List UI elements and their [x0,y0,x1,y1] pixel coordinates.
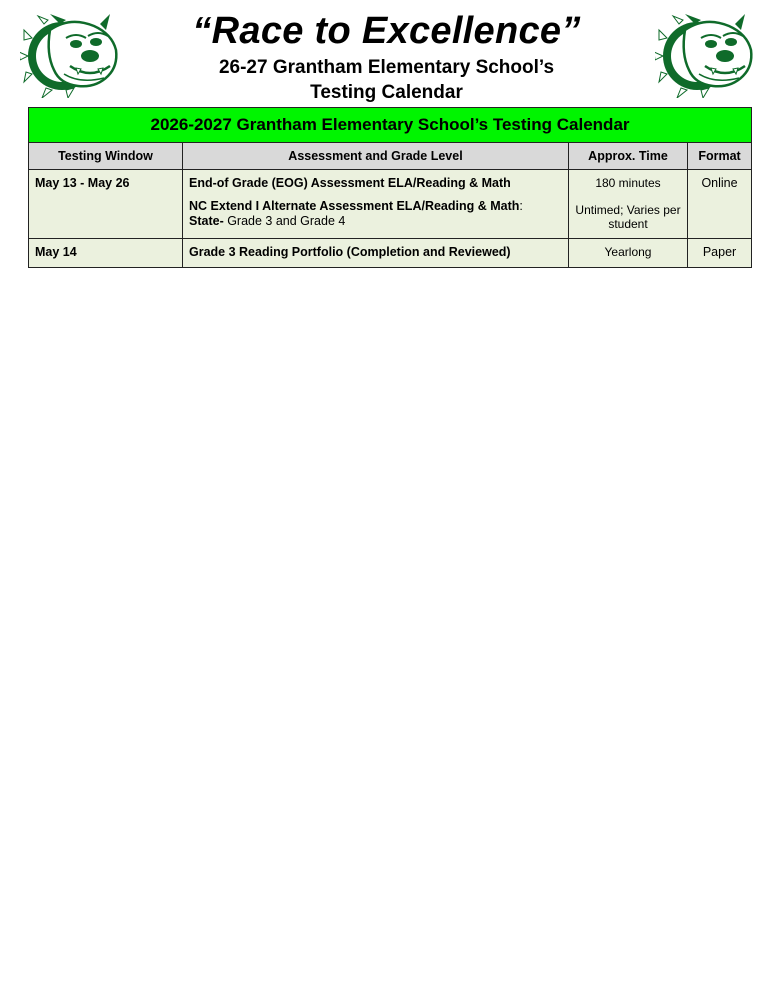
page-title: “Race to Excellence” [192,10,581,52]
assessment-state-label: State- [189,214,224,228]
time-nc-extend-line-1: Untimed; Varies per [575,203,681,217]
table-row [29,170,752,239]
subtitle-line-2: Testing Calendar [310,82,463,103]
assessment-cell [183,170,569,239]
assessment-cell: Grade 3 Reading Portfolio (Completion and Reviewed) [183,239,569,268]
assessment-colon: : [519,199,523,213]
bulldog-mascot-icon [20,10,120,98]
testing-window-cell: May 14 [29,239,183,268]
column-header-testing-window: Testing Window [29,143,183,170]
assessment-grades: Grade 3 and Grade 4 [223,214,346,228]
assessment-nc-extend [189,199,562,229]
assessment-nc-extend-title: NC Extend I Alternate Assessment ELA/Reading & Math [189,199,520,213]
column-header-format: Format [688,143,752,170]
bulldog-mascot-icon [655,10,755,98]
subtitle-line-1: 26-27 Grantham Elementary School’s [218,57,555,78]
table-header-row [29,143,752,170]
column-header-approx-time: Approx. Time [569,143,688,170]
testing-calendar-table [28,107,752,268]
column-header-assessment: Assessment and Grade Level [183,143,569,170]
table-banner: 2026-2027 Grantham Elementary School’s Testing Calendar [29,108,752,143]
document-header [150,8,623,104]
bulldog-logo-right [655,10,755,98]
time-eog: 180 minutes [595,176,661,190]
bulldog-logo-left [20,10,120,98]
table-row [29,239,752,268]
approx-time-cell [569,170,688,239]
assessment-eog: End-of Grade (EOG) Assessment ELA/Reading & Math [189,176,511,190]
testing-window-cell: May 13 - May 26 [29,170,183,239]
format-cell: Online [688,170,752,239]
time-nc-extend-line-2: student [608,217,648,231]
approx-time-cell [569,239,688,268]
format-cell: Paper [688,239,752,268]
time-portfolio: Yearlong [604,245,652,259]
